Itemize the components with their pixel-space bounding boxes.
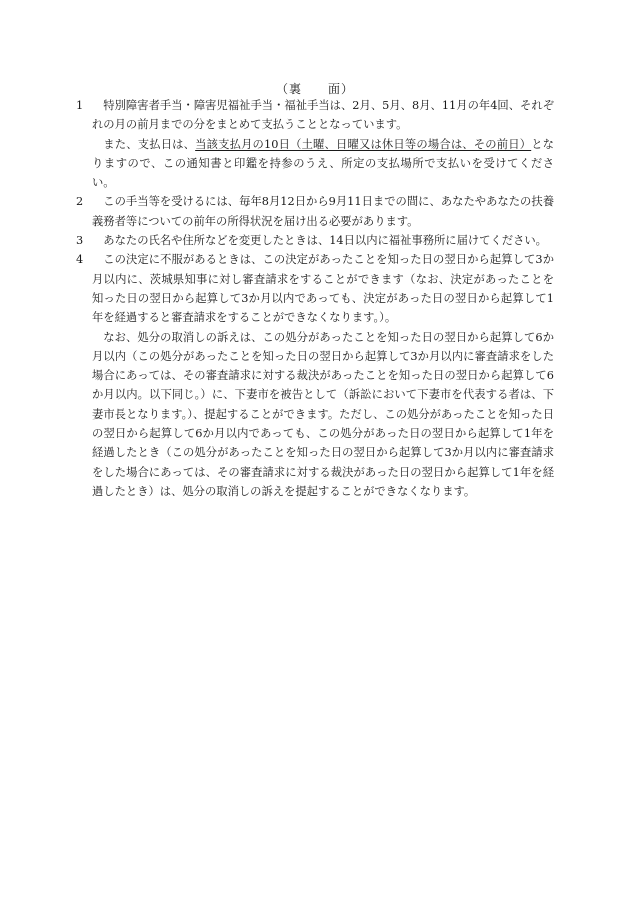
item-paragraph: この手当等を受けるには、毎年8月12日から9月11日までの間に、あなたやあなたの扶養義務者等についての前年の所得状況を届け出る必要があります。 (92, 195, 554, 228)
item-paragraph: あなたの氏名や住所などを変更したときは、14日以内に福祉事務所に届けてください。 (103, 234, 547, 248)
notice-item-3 (76, 231, 554, 250)
item-number: 4 (76, 253, 84, 267)
lawsuit-paragraph: なお、処分の取消しの訴えは、この処分があったことを知った日の翌日から起算して6か月以内（この処分があったことを知った日の翌日から起算して3か月以内に審査請求をした場合にあっては、その審査請求に対する裁決があったことを知った日の翌日から起算して6か月以内。以下同じ。）に、下妻市を被告として（訴訟において下妻市を代表する者は、下妻市長となります。）、提起することができます。ただし、この処分があったことを知った日の翌日から起算して6か月以内であっても、この処分があった日の翌日から起算して1年を経過したとき（この処分があったことを知った日の翌日から起算して3か月以内に審査請求をした場合にあっては、その審査請求に対する裁決があった日の翌日から起算して1年を経過したとき）は、処分の取消しの訴えを提起することができなくなります。 (92, 330, 554, 498)
notice-item-1 (76, 96, 554, 192)
notice-body (76, 96, 554, 501)
item-number: 2 (76, 195, 84, 209)
item-paragraph: この決定に不服があるときは、この決定があったことを知った日の翌日から起算して3か月以内に、茨城県知事に対し審査請求をすることができます（なお、決定があったことを知った日の翌日から起算して3か月以内であっても、決定があった日の翌日から起算して1年を経過すると審査請求をすることができなくなります。）。 (92, 253, 554, 325)
notice-item-2 (76, 192, 554, 231)
payment-date-tail: となりますので、この通知書と印鑑を持参のうえ、所定の支払場所で支払いを受けてください。 (92, 137, 554, 190)
payment-date-lead: また、支払日は、 (103, 137, 196, 151)
item-paragraph: 特別障害者手当・障害児福祉手当・福祉手当は、2月、5月、8月、11月の年4回、それぞれの月の前月までの分をまとめて支払うこととなっています。 (92, 99, 554, 132)
notice-item-4 (76, 250, 554, 501)
item-number: 3 (76, 234, 84, 248)
payment-date-paragraph (92, 135, 554, 193)
payment-date-underlined: 当該支払月の10日（土曜、日曜又は休日等の場合は、その前日） (195, 137, 532, 151)
page-heading: （裏 面） (275, 82, 354, 96)
item-number: 1 (76, 99, 84, 112)
